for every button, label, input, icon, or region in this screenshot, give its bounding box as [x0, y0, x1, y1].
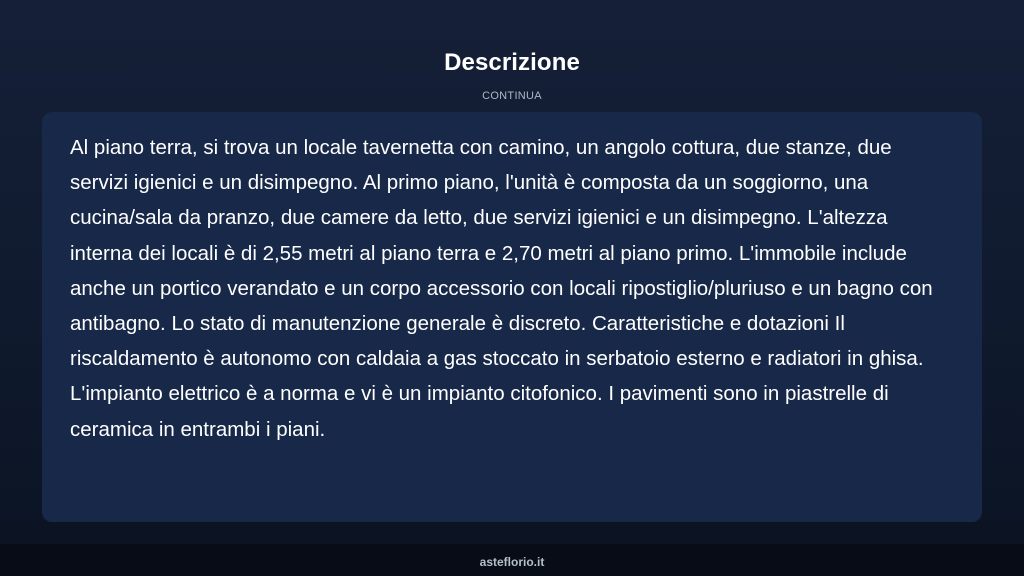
description-card [42, 112, 982, 522]
footer-site-label: asteflorio.it [479, 555, 545, 569]
page-subtitle: CONTINUA [482, 90, 542, 102]
page-title: Descrizione [444, 49, 580, 76]
footer-bar [0, 544, 1024, 576]
description-text: Al piano terra, si trova un locale tavernetta con camino, un angolo cottura, due stanze, due servizi igienici e un disimpegno. Al primo piano, l'unità è composta da un soggiorno, una cucina/sala da pranzo, due camere da letto, due servizi igienici e un disimpegno. L'altezza interna dei locali è di 2,55 metri al piano terra e 2,70 metri al piano primo. L'immobile include anche un portico verandato e un corpo accessorio con locali ripostiglio/pluriuso e un bagno con antibagno. Lo stato di manutenzione generale è discreto. Caratteristiche e dotazioni Il riscaldamento è autonomo con caldaia a gas stoccato in serbatoio esterno e radiatori in ghisa. L'impianto elettrico è a norma e vi è un impianto citofonico. I pavimenti sono in piastrelle di ceramica in entrambi i piani. [70, 136, 933, 441]
